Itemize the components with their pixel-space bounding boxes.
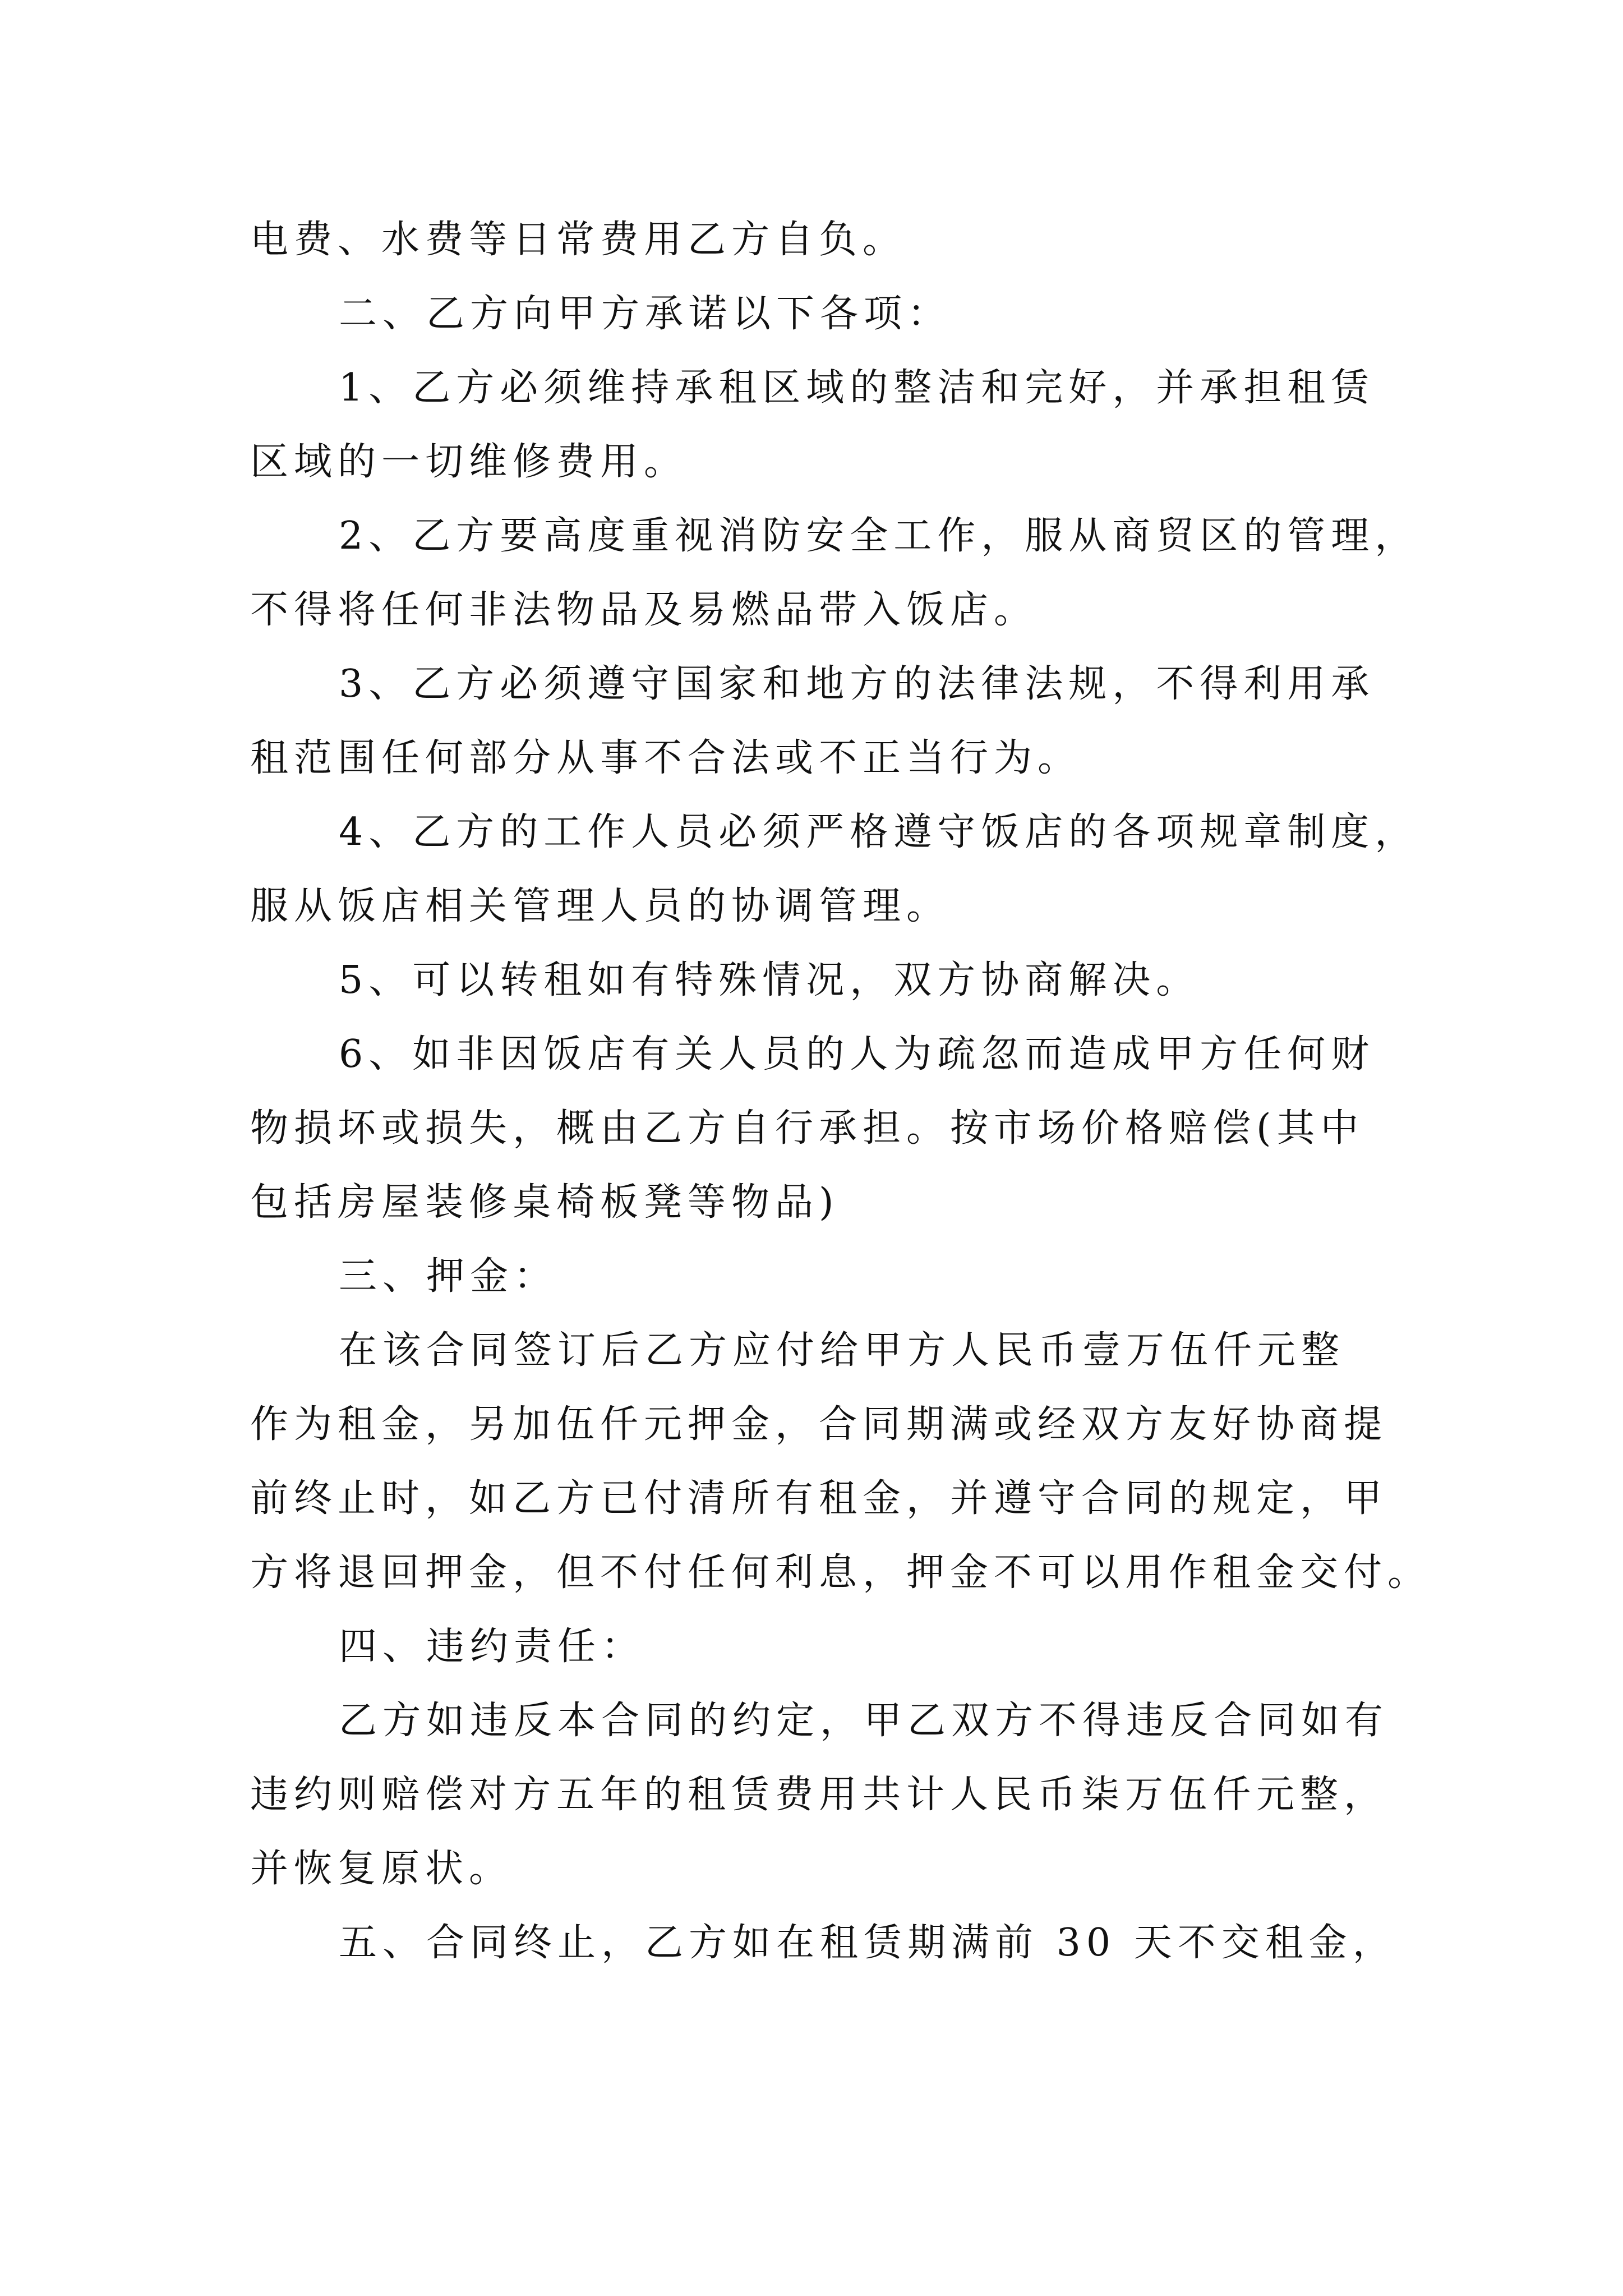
text-line: 5、可以转租如有特殊情况，双方协商解决。 [339,958,1200,1002]
text-line: 电费、水费等日常费用乙方自负。 [250,218,907,262]
text-line: 区域的一切维修费用。 [250,440,688,484]
text-line: 6、如非因饭店有关人员的人为疏忽而造成甲方任何财 [339,1032,1375,1076]
text-line: 方将退回押金，但不付任何利息，押金不可以用作租金交付。 [250,1550,1432,1595]
section-heading: 三、押金： [339,1254,558,1299]
text-line: 物损坏或损失，概由乙方自行承担。按市场价格赔偿(其中 [250,1106,1364,1151]
text-line: 在该合同签订后乙方应付给甲方人民币壹万伍仟元整 [339,1328,1345,1373]
text-line: 1、乙方必须维持承租区域的整洁和完好，并承担租赁 [339,366,1375,410]
text-line: 租范围任何部分从事不合法或不正当行为。 [250,736,1082,780]
text-line: 前终止时，如乙方已付清所有租金，并遵守合同的规定，甲 [250,1476,1388,1521]
section-heading: 二、乙方向甲方承诺以下各项： [339,292,952,336]
text-line: 服从饭店相关管理人员的协调管理。 [250,884,951,928]
section-heading: 四、违约责任： [339,1625,645,1669]
text-line: 3、乙方必须遵守国家和地方的法律法规，不得利用承 [339,662,1375,706]
text-line: 并恢复原状。 [250,1847,513,1891]
text-line: 乙方如违反本合同的约定，甲乙双方不得违反合同如有 [339,1699,1389,1743]
text-line: 作为租金，另加伍仟元押金，合同期满或经双方友好协商提 [250,1402,1388,1447]
text-line: 违约则赔偿对方五年的租赁费用共计人民币柒万伍仟元整， [250,1773,1388,1817]
text-line: 4、乙方的工作人员必须严格遵守饭店的各项规章制度， [339,810,1419,854]
text-line: 不得将任何非法物品及易燃品带入饭店。 [250,588,1038,632]
text-line: 2、乙方要高度重视消防安全工作，服从商贸区的管理， [339,514,1419,558]
section-heading: 五、合同终止，乙方如在租赁期满前 30 天不交租金， [339,1921,1396,1965]
text-line: 包括房屋装修桌椅板凳等物品) [250,1180,840,1225]
